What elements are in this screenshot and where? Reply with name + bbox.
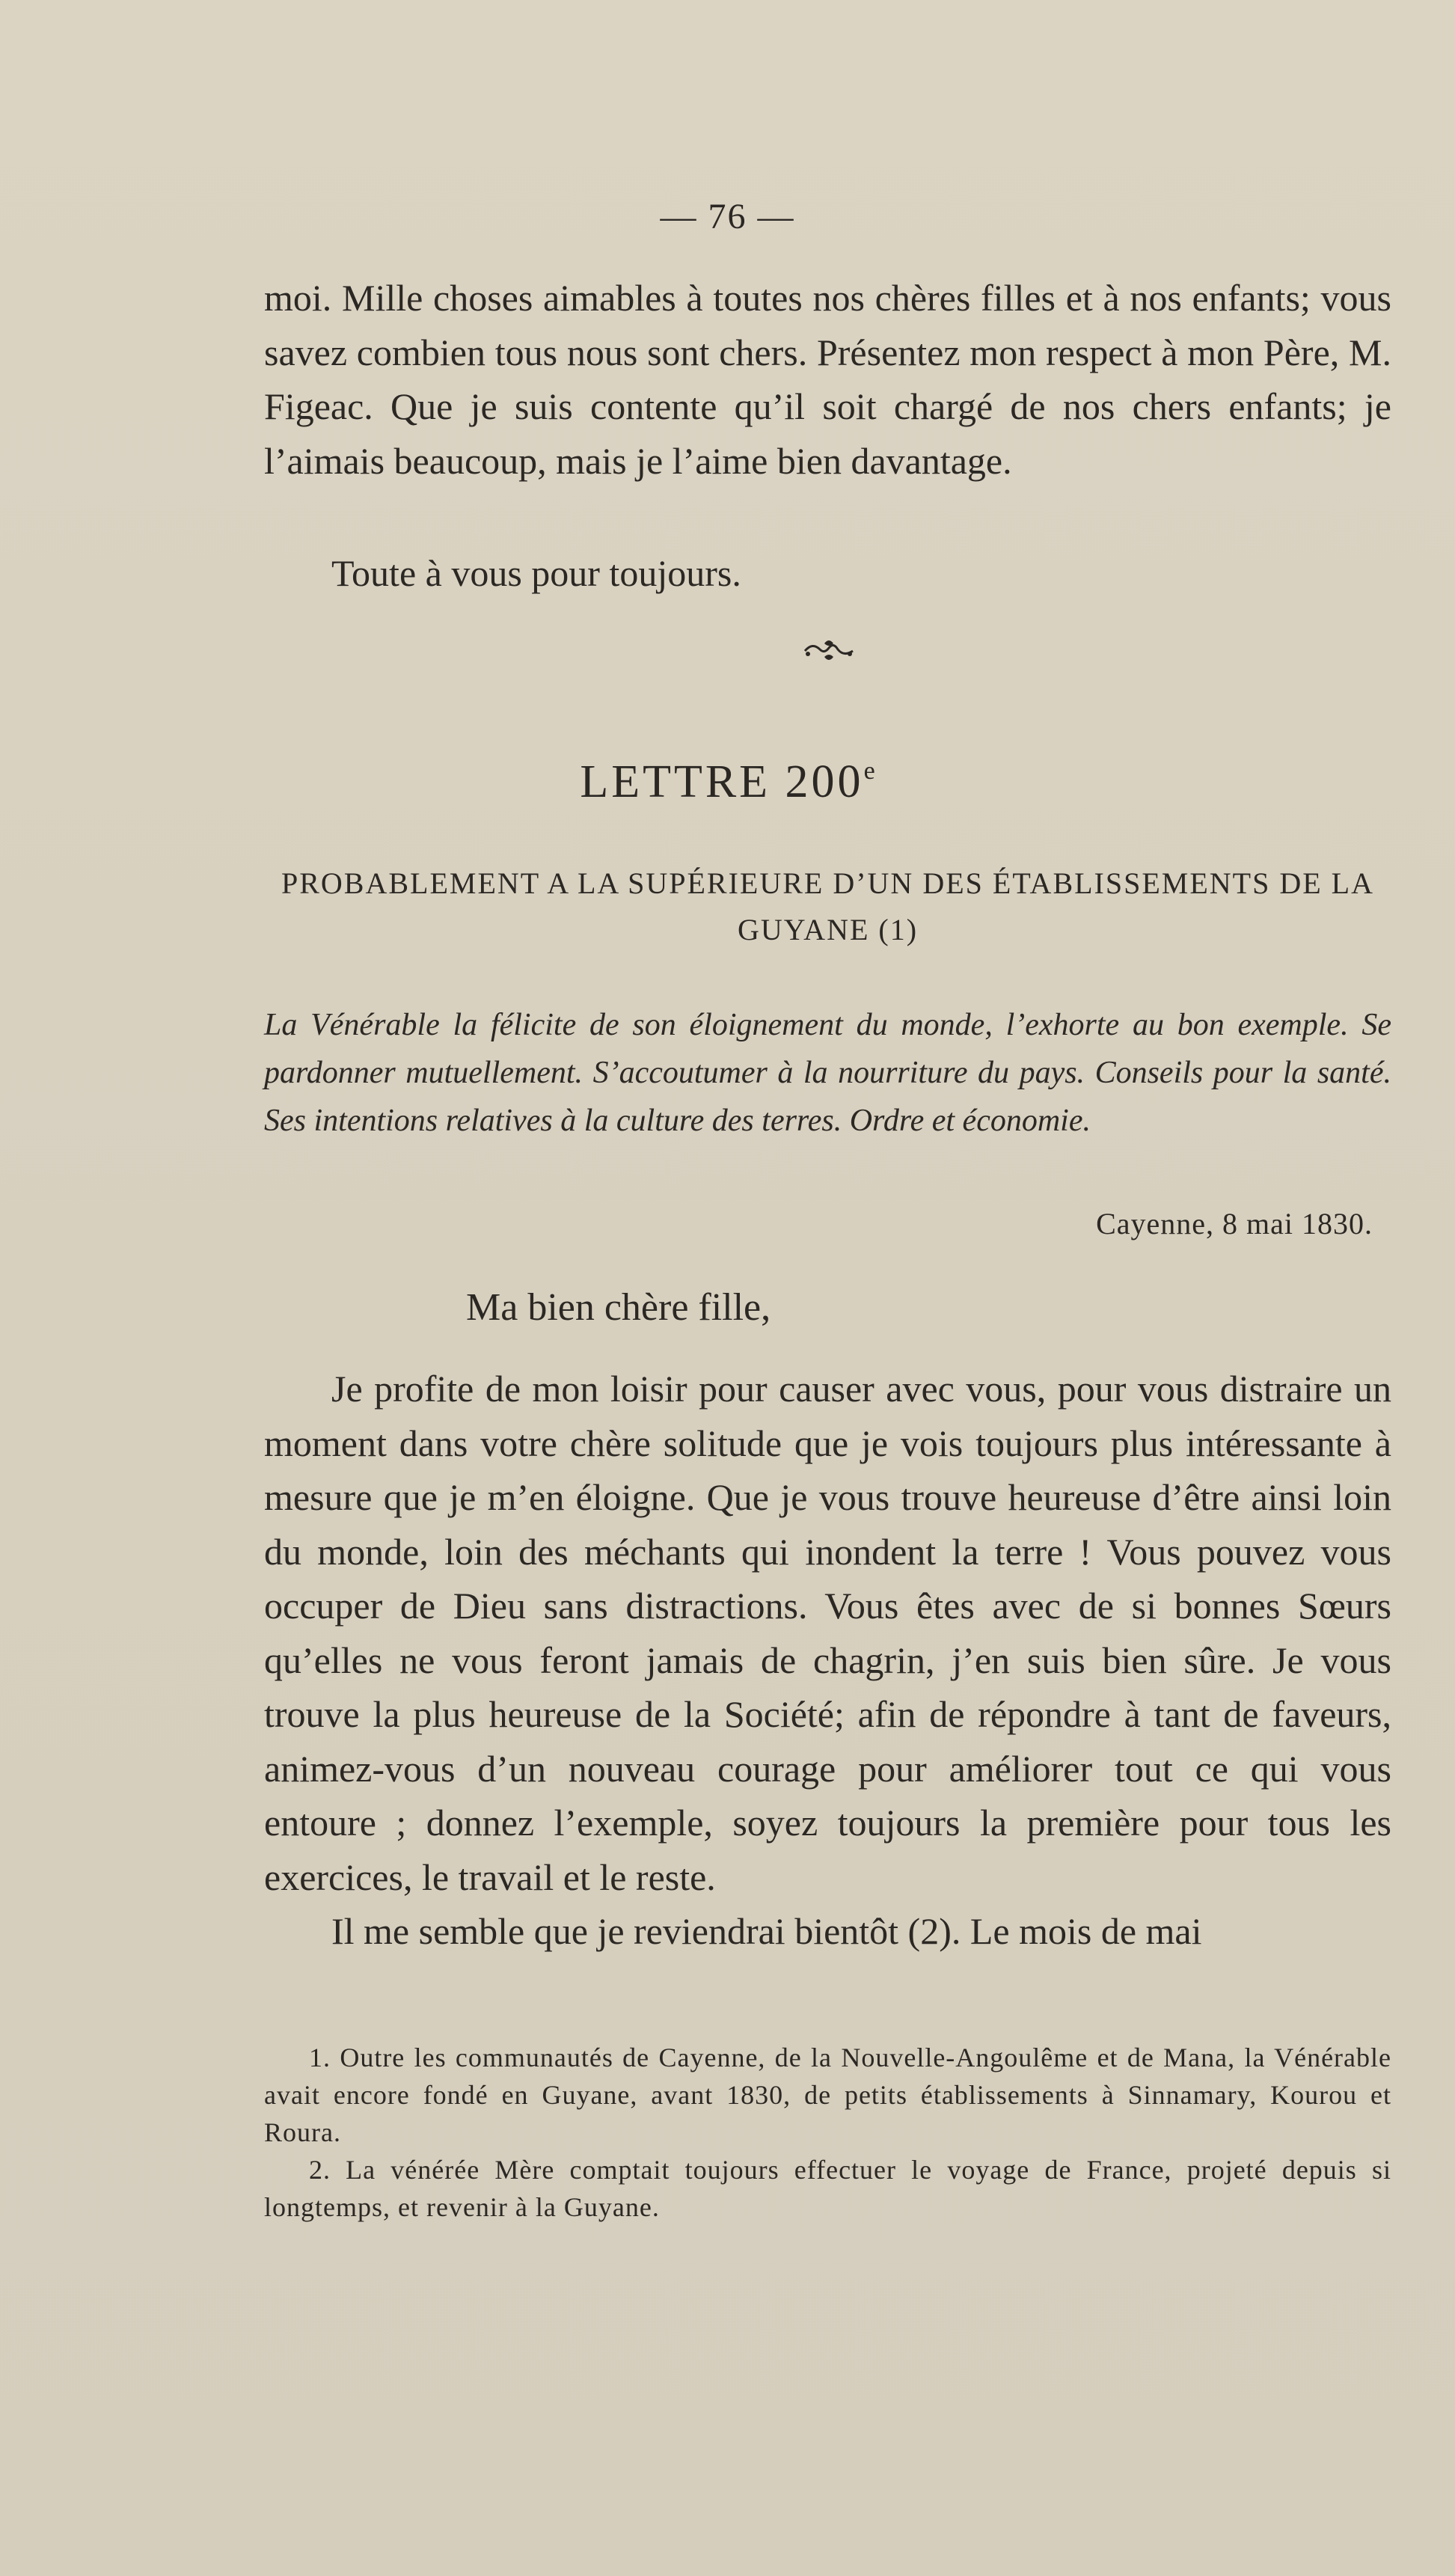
salutation: Ma bien chère fille, (466, 1286, 771, 1329)
place-date: Cayenne, 8 mai 1830. (1096, 1207, 1373, 1240)
footnote-2: 2. La vénérée Mère comptait toujours effectuer le voyage de France, projeté depuis si longtemps, et revenir à la Guyane. (264, 2155, 1391, 2222)
letter-body (264, 1362, 1391, 1959)
letter-title (0, 756, 1455, 809)
letter-paragraph-2: Il me semble que je reviendrai bientôt (2). Le mois de mai (331, 1910, 1202, 1952)
page-number: — 76 — (660, 197, 795, 236)
letter-summary: La Vénérable la félicite de son éloignement du monde, l’exhorte au bon exemple. Se pardonner mutuellement. S’accoutumer à la nourriture du pays. Conseils pour la santé. Ses intentions relatives à la culture des terres. Ordre et économie. (264, 1008, 1391, 1138)
continuation-paragraph: moi. Mille choses aimables à toutes nos chères filles et à nos enfants; vous savez combien tous nous sont chers. Présentez mon respect à mon Père, M. Figeac. Que je suis contente qu’il soit chargé de nos chers enfants; je l’aimais beaucoup, mais je l’aime bien davantage. (264, 277, 1391, 482)
footnotes (264, 2039, 1391, 2226)
closing-line: Toute à vous pour toujours. (331, 552, 741, 594)
continuation-block (264, 271, 1391, 488)
letter-title-suffix: e (863, 757, 875, 785)
letter-paragraph-1: Je profite de mon loisir pour causer avec vous, pour vous distraire un moment dans votre chère solitude que je vois toujours plus intéressante à mesure que je m’en éloigne. Que je vous trouve heureuse d’être ainsi loin du monde, loin des méchants qui inondent la terre ! Vous pouvez vous occuper de Dieu sans distractions. Vous êtes avec de si bonnes Sœurs qu’elles ne vous feront jamais de chagrin, j’en suis bien sûre. Je vous trouve la plus heureuse de la Société; afin de répondre à tant de faveurs, animez-vous d’un nouveau courage pour améliorer tout ce qui vous entoure ; donnez l’exemple, soyez toujours la première pour tous les exercices, le travail et le reste. (264, 1368, 1391, 1898)
letter-recipient: PROBABLEMENT A LA SUPÉRIEURE D’UN DES ÉTABLISSEMENTS DE LA GUYANE (1) (281, 866, 1375, 946)
letter-title-text: LETTRE 200 (580, 756, 864, 807)
fleuron-ornament-icon (802, 636, 856, 666)
footnote-1: 1. Outre les communautés de Cayenne, de la Nouvelle-Angoulême et de Mana, la Vénérable avait encore fondé en Guyane, avant 1830, de petits établissements à Sinnamary, Kourou et Roura. (264, 2043, 1391, 2147)
